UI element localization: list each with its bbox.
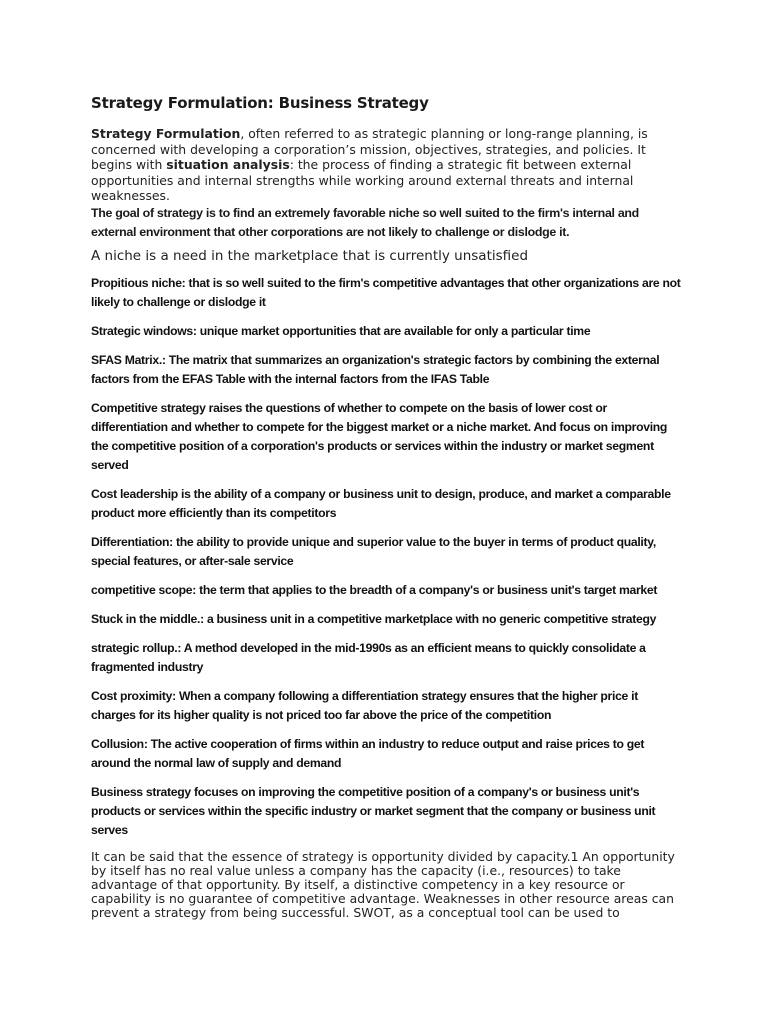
term-definition: focuses on improving the competitive position of a company's or business unit's products or services within the specific industry or market segment that the company or business unit serves	[91, 784, 656, 837]
page-title: Strategy Formulation: Business Strategy	[91, 94, 429, 112]
term-definition: that is so well suited to the firm's competitive advantages that other organizations are not likely to challenge or dislodge it	[91, 275, 681, 309]
term-label: strategic rollup.:	[91, 640, 182, 655]
niche-definition	[91, 248, 681, 264]
term-label: Propitious niche:	[91, 275, 186, 290]
term-definition: the ability to provide unique and superior value to the buyer in terms of product quality, special features, or after-sale service	[91, 534, 656, 568]
term-definition: unique market opportunities that are available for only a particular time	[196, 323, 591, 338]
term-propitious-niche	[91, 274, 681, 312]
niche-text: is a need in the marketplace that is currently unsatisfied	[141, 247, 529, 264]
niche-term: A niche	[91, 247, 142, 264]
term-definition: The matrix that summarizes an organization's strategic factors by combining the external factors from the EFAS Table with the internal factors from the IFAS Table	[91, 352, 660, 386]
intro-text-2: : the process of finding a strategic fit between external opportunities and internal strengths while working around external threats and internal weaknesses.	[91, 157, 634, 203]
term-label: competitive scope:	[91, 582, 196, 597]
term-definition: A method developed in the mid-1990s as an efficient means to quickly consolidate a fragmented industry	[91, 640, 646, 674]
intro-text-1: , often referred to as strategic planning or long-range planning, is concerned with developing a corporation’s mission, objectives, strategies, and policies. It begins with	[91, 126, 648, 172]
term-label: Cost proximity:	[91, 688, 176, 703]
term-cost-proximity	[91, 687, 681, 725]
term-business-strategy	[91, 783, 681, 840]
term-label: Stuck in the middle.:	[91, 611, 204, 626]
closing-paragraph: It can be said that the essence of strategy is opportunity divided by capacity.1 An opportunity by itself has no real value unless a company has the capacity (i.e., resources) to take advantage of that opportunity. By itself, a distinctive competency in a key resource or capability is no guarantee of competitive advantage. Weaknesses in other resource areas can prevent a strategy from being successful. SWOT, as a conceptual tool can be used to	[91, 848, 675, 920]
term-list	[91, 274, 681, 840]
intro-term-situation-analysis: situation analysis	[166, 157, 290, 172]
term-label: SFAS Matrix.:	[91, 352, 166, 367]
term-stuck-in-the-middle	[91, 610, 681, 629]
intro-paragraph	[91, 126, 681, 204]
goal-paragraph: The goal of strategy is to find an extremely favorable niche so well suited to the firm's internal and external environment that other corporations are not likely to challenge or dislodge it.	[91, 205, 639, 239]
term-label: Differentiation:	[91, 534, 173, 549]
intro-term-strategy-formulation: Strategy Formulation	[91, 126, 241, 141]
term-definition: the term that applies to the breadth of a company's or business unit's target market	[196, 582, 658, 597]
term-collusion	[91, 735, 681, 773]
term-definition: When a company following a differentiation strategy ensures that the higher price it charges for its higher quality is not priced too far above the price of the competition	[91, 688, 638, 722]
term-definition: is the ability of a company or business unit to design, produce, and market a comparable product more efficiently than its competitors	[91, 486, 671, 520]
term-label: Strategic windows:	[91, 323, 197, 338]
term-label: Cost leadership	[91, 486, 178, 501]
term-definition: raises the questions of whether to compete on the basis of lower cost or differentiation and whether to compete for the biggest market or a niche market. And focus on improving the competitive position of a corporation's products or services within the industry or market segment served	[91, 400, 668, 472]
term-sfas-matrix	[91, 351, 681, 389]
term-cost-leadership	[91, 485, 681, 523]
term-definition: a business unit in a competitive marketplace with no generic competitive strategy	[203, 611, 657, 626]
document-body	[91, 94, 681, 920]
term-definition: The active cooperation of firms within an industry to reduce output and raise prices to get around the normal law of supply and demand	[91, 736, 645, 770]
term-label: Collusion:	[91, 736, 148, 751]
term-competitive-strategy	[91, 399, 681, 475]
term-differentiation	[91, 533, 681, 571]
term-strategic-windows	[91, 322, 681, 341]
term-competitive-scope	[91, 581, 681, 600]
term-strategic-rollup	[91, 639, 681, 677]
term-label: Competitive strategy	[91, 400, 206, 415]
term-label: Business strategy	[91, 784, 191, 799]
